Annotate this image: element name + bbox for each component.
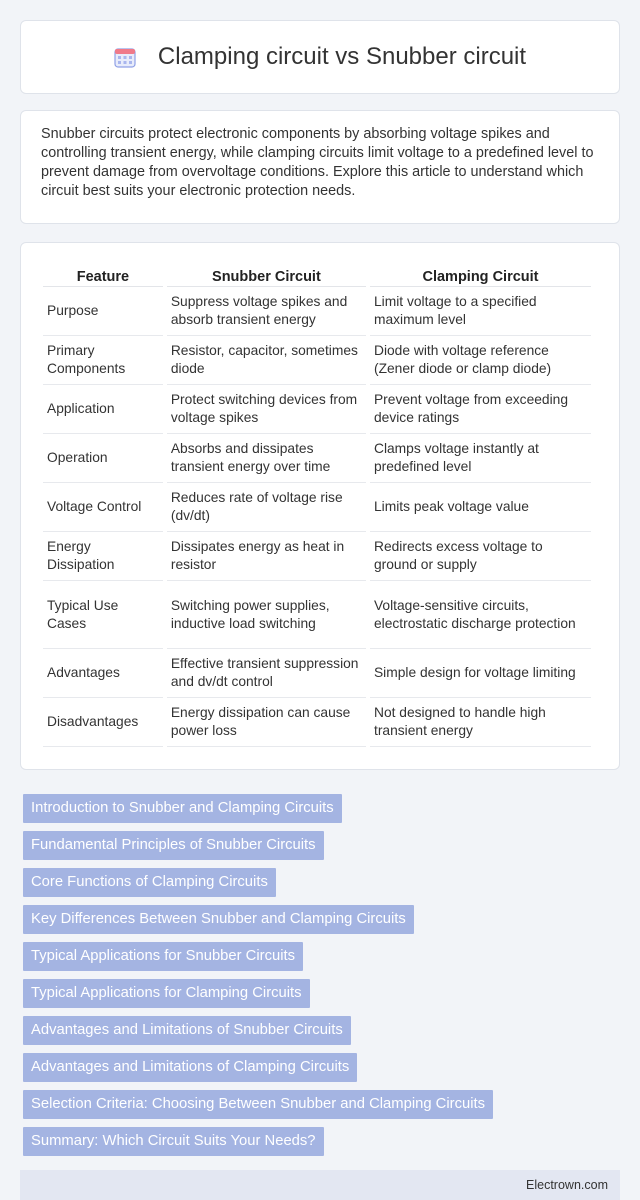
table-row — [43, 483, 591, 532]
row-feature: Application — [43, 385, 163, 434]
toc-link-snubber-principles[interactable]: Fundamental Principles of Snubber Circuits — [23, 831, 324, 860]
table-header-row — [43, 261, 591, 287]
toc-link-clamping-advantages[interactable]: Advantages and Limitations of Clamping Circuits — [23, 1053, 357, 1082]
toc-link-clamping-applications[interactable]: Typical Applications for Clamping Circuits — [23, 979, 310, 1008]
header-snubber: Snubber Circuit — [167, 261, 366, 287]
toc-link-introduction[interactable]: Introduction to Snubber and Clamping Circuits — [23, 794, 342, 823]
intro-card — [20, 110, 620, 224]
header-card — [20, 20, 620, 94]
row-snubber: Energy dissipation can cause power loss — [167, 698, 366, 747]
table-row — [43, 581, 591, 649]
table-row — [43, 336, 591, 385]
row-clamping: Limits peak voltage value — [370, 483, 591, 532]
page-title: Clamping circuit vs Snubber circuit — [157, 43, 527, 70]
toc-link-summary[interactable]: Summary: Which Circuit Suits Your Needs? — [23, 1127, 324, 1156]
row-clamping: Limit voltage to a specified maximum level — [370, 287, 591, 336]
table-row — [43, 698, 591, 747]
table-row — [43, 434, 591, 483]
row-feature: Voltage Control — [43, 483, 163, 532]
table-row — [43, 649, 591, 698]
row-feature: Operation — [43, 434, 163, 483]
row-snubber: Protect switching devices from voltage spikes — [167, 385, 366, 434]
row-snubber: Absorbs and dissipates transient energy over time — [167, 434, 366, 483]
row-feature: Advantages — [43, 649, 163, 698]
header-feature: Feature — [43, 261, 163, 287]
toc-link-selection-criteria[interactable]: Selection Criteria: Choosing Between Snubber and Clamping Circuits — [23, 1090, 493, 1119]
calendar-icon — [114, 46, 136, 68]
row-feature: Disadvantages — [43, 698, 163, 747]
toc-link-snubber-advantages[interactable]: Advantages and Limitations of Snubber Circuits — [23, 1016, 351, 1045]
row-clamping: Diode with voltage reference (Zener diode or clamp diode) — [370, 336, 591, 385]
row-clamping: Simple design for voltage limiting — [370, 649, 591, 698]
toc-link-key-differences[interactable]: Key Differences Between Snubber and Clamping Circuits — [23, 905, 414, 934]
row-feature: Purpose — [43, 287, 163, 336]
row-snubber: Switching power supplies, inductive load switching — [167, 581, 366, 649]
row-snubber: Suppress voltage spikes and absorb transient energy — [167, 287, 366, 336]
title-wrap — [114, 43, 526, 71]
comparison-table-card — [20, 242, 620, 770]
table-row — [43, 385, 591, 434]
row-snubber: Effective transient suppression and dv/dt control — [167, 649, 366, 698]
comparison-table — [39, 261, 595, 747]
row-clamping: Prevent voltage from exceeding device ratings — [370, 385, 591, 434]
row-feature: Primary Components — [43, 336, 163, 385]
footer-bar — [20, 1170, 620, 1200]
row-clamping: Redirects excess voltage to ground or supply — [370, 532, 591, 581]
intro-text: Snubber circuits protect electronic components by absorbing voltage spikes and controlling transient energy, while clamping circuits limit voltage to a predefined level to prevent damage from overvoltage conditions. Explore this article to understand which circuit best suits your electronic protection needs. — [41, 126, 594, 199]
row-clamping: Not designed to handle high transient energy — [370, 698, 591, 747]
row-clamping: Clamps voltage instantly at predefined level — [370, 434, 591, 483]
toc-link-clamping-functions[interactable]: Core Functions of Clamping Circuits — [23, 868, 276, 897]
toc-link-snubber-applications[interactable]: Typical Applications for Snubber Circuits — [23, 942, 303, 971]
row-snubber: Reduces rate of voltage rise (dv/dt) — [167, 483, 366, 532]
row-snubber: Resistor, capacitor, sometimes diode — [167, 336, 366, 385]
header-clamping: Clamping Circuit — [370, 261, 591, 287]
table-row — [43, 532, 591, 581]
row-feature: Typical Use Cases — [43, 581, 163, 649]
row-snubber: Dissipates energy as heat in resistor — [167, 532, 366, 581]
footer-site-name: Electrown.com — [526, 1178, 608, 1192]
row-clamping: Voltage-sensitive circuits, electrostatic discharge protection — [370, 581, 591, 649]
row-feature: Energy Dissipation — [43, 532, 163, 581]
table-row — [43, 287, 591, 336]
